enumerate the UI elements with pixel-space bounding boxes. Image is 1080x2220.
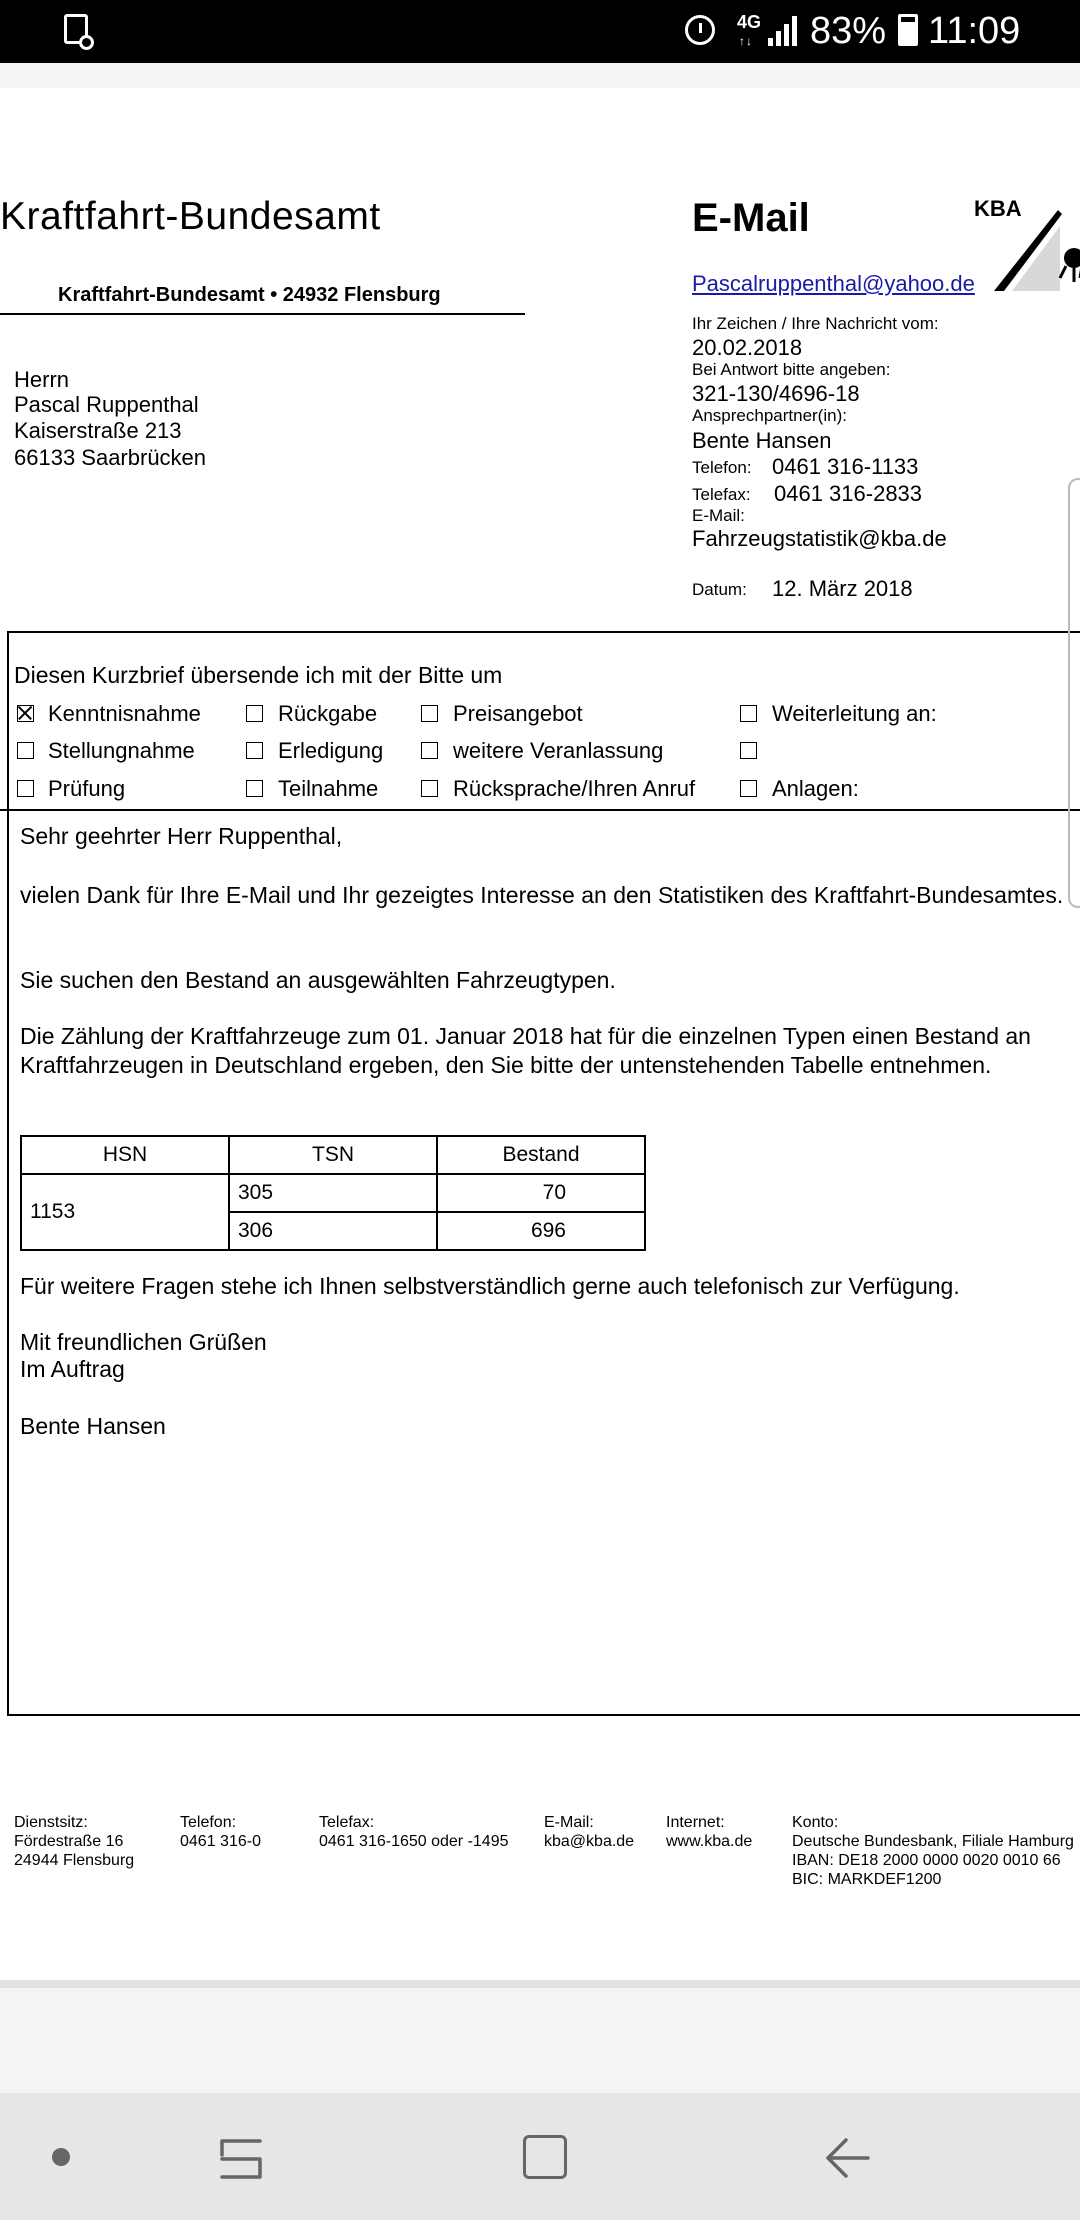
- checkbox-label-stellungnahme: Stellungnahme: [48, 738, 195, 763]
- letter-paragraph-3: Die Zählung der Kraftfahrzeuge zum 01. Januar 2018 hat für die einzelnen Typen einen Bestand an Kraftfahrzeugen in Deutschland ergeben, den Sie bitte der untenstehenden Tabelle entnehmen.: [20, 1023, 1031, 1078]
- reply-reference-label: Bei Antwort bitte angeben:: [692, 360, 891, 379]
- home-icon[interactable]: [523, 2135, 567, 2179]
- footer-fax-label: Telefax:: [319, 1814, 375, 1831]
- checkbox-ruecksprache[interactable]: [421, 780, 438, 797]
- footer-office: [14, 1813, 134, 1870]
- email-label: E-Mail:: [692, 506, 745, 525]
- navigation-bar: [0, 2093, 1080, 2220]
- table-cell-bestand: 696: [437, 1212, 645, 1250]
- recipient-email-link[interactable]: Pascalruppenthal@yahoo.de: [692, 271, 975, 296]
- checkbox-label-ruecksprache: Rücksprache/Ihren Anruf: [453, 776, 696, 801]
- letter-regards: Mit freundlichen Grüßen: [20, 1329, 267, 1355]
- footer-phone-label: Telefon:: [180, 1814, 237, 1831]
- letter-paragraph-2: Sie suchen den Bestand an ausgewählten Fahrzeugtypen.: [20, 967, 616, 993]
- recent-apps-icon[interactable]: [218, 2135, 264, 2181]
- footer-email-label: E-Mail:: [544, 1814, 594, 1831]
- date-value: 12. März 2018: [772, 576, 913, 601]
- checkbox-label-anlagen: Anlagen:: [772, 776, 859, 801]
- nav-dot-icon[interactable]: [52, 2148, 70, 2166]
- table-cell-hsn: 1153: [21, 1174, 229, 1250]
- document-type: E-Mail: [692, 196, 810, 240]
- email-value: Fahrzeugstatistik@kba.de: [692, 526, 947, 551]
- checkbox-rueckgabe[interactable]: [246, 705, 263, 722]
- your-reference-value: 20.02.2018: [692, 335, 803, 360]
- checkbox-stellungnahme[interactable]: [17, 742, 34, 759]
- checkbox-label-kenntnisnahme: Kenntnisnahme: [48, 701, 201, 726]
- footer-account-label: Konto:: [792, 1814, 839, 1831]
- document-page[interactable]: [0, 88, 1080, 1980]
- viewer-background: [0, 1980, 1080, 2101]
- sender-line: Kraftfahrt-Bundesamt • 24932 Flensburg: [58, 284, 441, 306]
- footer-fax: [319, 1813, 509, 1851]
- checkbox-preisangebot[interactable]: [421, 705, 438, 722]
- recipient-city: 66133 Saarbrücken: [14, 445, 207, 470]
- checkbox-label-pruefung: Prüfung: [48, 776, 126, 801]
- fax-label: Telefax:: [692, 485, 751, 504]
- data-arrows-icon: ↑↓: [739, 34, 753, 48]
- footer-phone-value: 0461 316-0: [180, 1833, 261, 1850]
- footer-office-label: Dienstsitz:: [14, 1814, 88, 1831]
- table-header-row: [21, 1136, 645, 1174]
- footer-office-street: Fördestraße 16: [14, 1833, 124, 1850]
- battery-icon: [898, 14, 918, 46]
- eagle-icon: [974, 196, 1080, 296]
- recipient-street: Kaiserstraße 213: [14, 418, 182, 443]
- contact-label: Ansprechpartner(in):: [692, 406, 847, 425]
- date-label: Datum:: [692, 580, 747, 599]
- your-reference-label: Ihr Zeichen / Ihre Nachricht vom:: [692, 314, 939, 333]
- recipient-name: Pascal Ruppenthal: [14, 392, 199, 417]
- clock: 11:09: [928, 10, 1021, 52]
- checkbox-anlagen[interactable]: [740, 780, 757, 797]
- letter-closing-paragraph: Für weitere Fragen stehe ich Ihnen selbstverständlich gerne auch telefonisch zur Verfügung.: [20, 1273, 960, 1299]
- footer-account-iban: IBAN: DE18 2000 0000 0020 0010 66: [792, 1852, 1061, 1869]
- footer-email: [544, 1813, 634, 1851]
- table-cell-bestand: 70: [437, 1174, 645, 1212]
- checkbox-label-erledigung: Erledigung: [278, 738, 384, 763]
- checkbox-kenntnisnahme[interactable]: [17, 705, 34, 722]
- stock-table: [20, 1135, 646, 1251]
- status-icons: [660, 0, 1080, 63]
- table-header-hsn: HSN: [21, 1136, 229, 1174]
- checkbox-teilnahme[interactable]: [246, 780, 263, 797]
- table-header-bestand: Bestand: [437, 1136, 645, 1174]
- checkbox-pruefung[interactable]: [17, 780, 34, 797]
- checkbox-label-teilnahme: Teilnahme: [278, 776, 379, 801]
- footer-email-value: kba@kba.de: [544, 1833, 635, 1850]
- phone-label: Telefon:: [692, 458, 752, 477]
- letter-greeting: Sehr geehrter Herr Ruppenthal,: [20, 823, 343, 849]
- footer-phone: [180, 1813, 261, 1851]
- phone-value: 0461 316-1133: [772, 454, 919, 479]
- app-notification-icon: [64, 14, 88, 44]
- footer-account-bic: BIC: MARKDEF1200: [792, 1871, 942, 1888]
- alarm-icon: [685, 15, 715, 45]
- checkbox-blank[interactable]: [740, 742, 757, 759]
- kba-logo: [974, 196, 1080, 296]
- network-type: 4G: [737, 12, 762, 32]
- organization-name: Kraftfahrt-Bundesamt: [0, 195, 381, 238]
- kba-logo-text: KBA: [974, 196, 1022, 221]
- checkbox-weiterleitung[interactable]: [740, 705, 757, 722]
- footer-account-bank: Deutsche Bundesbank, Filiale Hamburg: [792, 1833, 1074, 1850]
- checkbox-weitere-veranlassung[interactable]: [421, 742, 438, 759]
- checkbox-label-weitere-veranlassung: weitere Veranlassung: [453, 738, 664, 763]
- checkbox-label-weiterleitung: Weiterleitung an:: [772, 701, 937, 726]
- table-header-tsn: TSN: [229, 1136, 437, 1174]
- table-cell-tsn: 305: [229, 1174, 437, 1212]
- letter-on-behalf: Im Auftrag: [20, 1356, 125, 1382]
- footer-office-city: 24944 Flensburg: [14, 1852, 135, 1869]
- recipient-salutation: Herrn: [14, 367, 70, 392]
- signal-icon: [768, 14, 802, 46]
- status-bar: [0, 0, 1080, 63]
- battery-percent: 83%: [810, 10, 887, 52]
- checkbox-label-preisangebot: Preisangebot: [453, 701, 583, 726]
- footer-fax-value: 0461 316-1650 oder -1495: [319, 1833, 509, 1850]
- footer-account: [792, 1813, 1074, 1889]
- table-row: [21, 1174, 645, 1212]
- back-icon[interactable]: [822, 2133, 872, 2183]
- footer-internet-value: www.kba.de: [666, 1833, 753, 1850]
- table-cell-tsn: 306: [229, 1212, 437, 1250]
- letter-signature: Bente Hansen: [20, 1413, 166, 1439]
- checkbox-label-rueckgabe: Rückgabe: [278, 701, 378, 726]
- footer-internet-label: Internet:: [666, 1814, 725, 1831]
- reply-reference-value: 321-130/4696-18: [692, 381, 860, 406]
- form-divider: [0, 809, 1080, 811]
- form-intro: Diesen Kurzbrief übersende ich mit der Bitte um: [14, 662, 503, 688]
- footer-internet: [666, 1813, 752, 1851]
- contact-value: Bente Hansen: [692, 428, 832, 453]
- letter-paragraph-1: vielen Dank für Ihre E-Mail und Ihr gezeigtes Interesse an den Statistiken des Kraftfahrt-Bundesamtes.: [20, 882, 1064, 908]
- fax-value: 0461 316-2833: [774, 481, 923, 506]
- sender-underline: [0, 313, 525, 315]
- scroll-handle[interactable]: [1068, 478, 1080, 908]
- checkbox-erledigung[interactable]: [246, 742, 263, 759]
